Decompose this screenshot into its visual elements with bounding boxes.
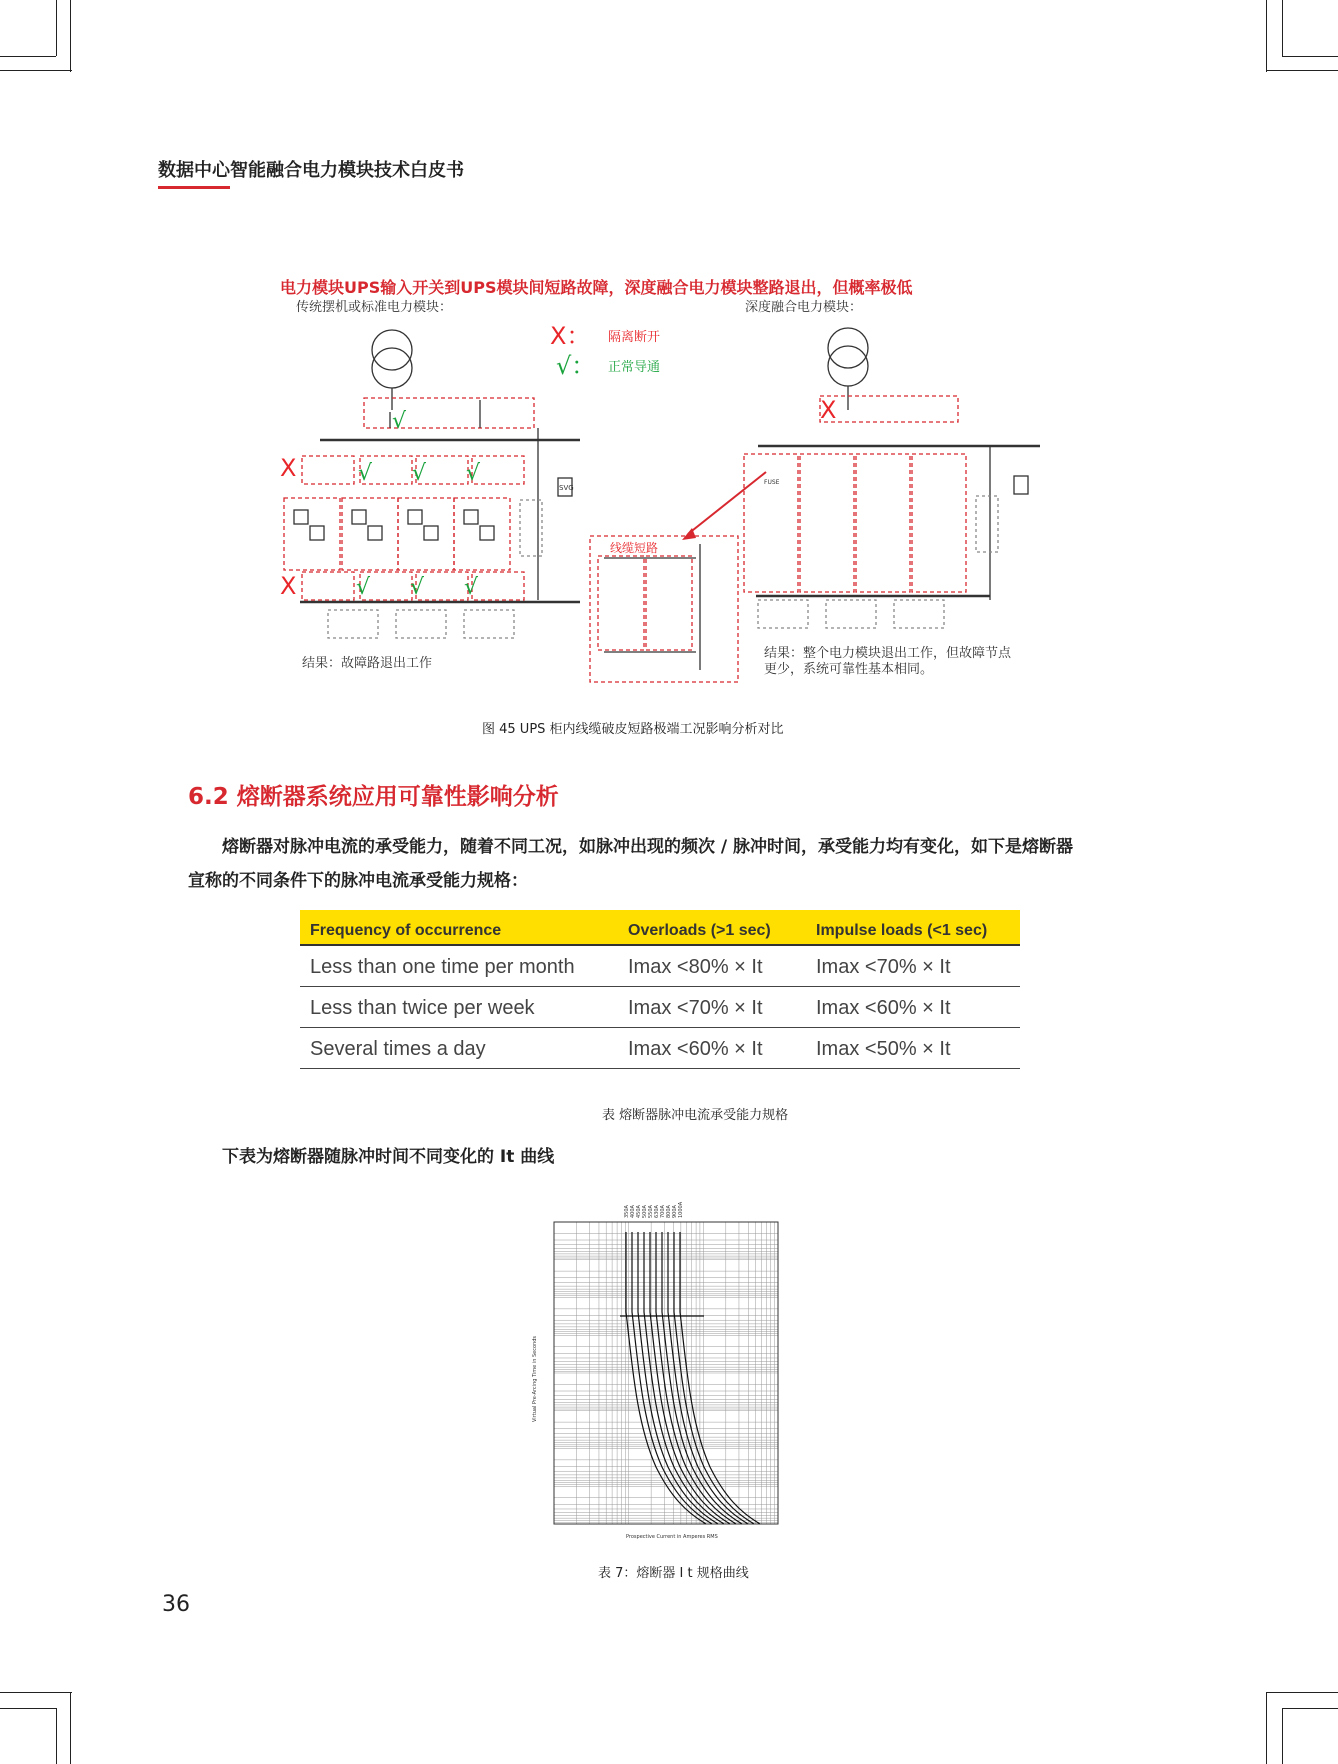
fuse-rating-label: 400A [630, 1205, 636, 1218]
crop-mark [1266, 70, 1338, 71]
running-header: 数据中心智能融合电力模块技术白皮书 [158, 160, 464, 181]
fault-label: 线缆短路 [610, 541, 659, 555]
isolate-x-icon: X [280, 454, 297, 482]
fuse-rating-label: 350A [624, 1205, 630, 1218]
crop-mark [1266, 1692, 1267, 1764]
paragraph-line-2: 宣称的不同条件下的脉冲电流承受能力规格： [188, 871, 528, 891]
fuse-rating-label: 550A [648, 1205, 654, 1218]
conduct-check-icon: √ [412, 461, 427, 486]
fuse-rating-label: 1000A [678, 1201, 684, 1218]
conduct-check-icon: √ [356, 575, 371, 600]
curve-caption: 表 7：熔断器 I t 规格曲线 [598, 1566, 749, 1581]
crop-mark [1266, 0, 1267, 72]
table-cell: Less than one time per month [300, 945, 618, 987]
fuse-rating-label: 900A [672, 1205, 678, 1218]
paragraph-line-1: 熔断器对脉冲电流的承受能力，随着不同工况，如脉冲出现的频次 / 脉冲时间，承受能力均有变化，如下是熔断器 [222, 837, 1074, 857]
table-row [300, 1028, 1020, 1069]
left-result: 结果：故障路退出工作 [302, 656, 433, 671]
figure-title: 电力模块UPS输入开关到UPS模块间短路故障，深度融合电力模块整路退出，但概率极低 [280, 278, 913, 297]
table-cell: Imax <60% × It [806, 987, 1020, 1028]
fuse-rating-label: 630A [654, 1205, 660, 1218]
crop-mark [0, 56, 56, 57]
conduct-check-icon: √ [464, 575, 479, 600]
conduct-check-icon: √ [358, 461, 373, 486]
conduct-check-icon: √ [466, 461, 481, 486]
table-row [300, 945, 1020, 987]
svg-box-label: SVG [559, 484, 574, 492]
ups-branch [398, 456, 468, 600]
right-result-line1: 结果：整个电力模块退出工作，但故障节点 [764, 646, 1012, 661]
right-result-line2: 更少，系统可靠性基本相同。 [764, 662, 934, 677]
crop-mark [70, 0, 71, 72]
table-cell: Imax <70% × It [806, 945, 1020, 987]
fuse-label: FUSE [764, 479, 780, 486]
table-header: Frequency of occurrence [300, 910, 618, 945]
table-cell: Imax <80% × It [618, 945, 806, 987]
crop-mark [70, 1692, 71, 1764]
crop-mark [56, 1708, 57, 1764]
isolate-x-icon: X [820, 396, 837, 424]
crop-mark [1282, 1708, 1283, 1764]
crop-mark [0, 70, 72, 71]
ups-branch [342, 456, 412, 600]
legend-v-symbol: √： [556, 352, 596, 380]
fuse-time-current-curve [528, 1182, 798, 1542]
left-diagram-label: 传统摆机或标准电力模块： [296, 300, 453, 315]
curve-x-axis-label: Prospective Current in Amperes RMS [626, 1534, 718, 1540]
fuse-rating-label: 500A [642, 1205, 648, 1218]
fuse-impulse-table [300, 910, 1020, 1069]
legend-x-symbol: X： [550, 322, 591, 350]
crop-mark [1282, 0, 1283, 56]
transformer-icon [828, 328, 868, 368]
crop-mark [0, 1708, 56, 1709]
table-cell: Imax <60% × It [618, 1028, 806, 1069]
curve-y-axis-label: Virtual Pre-Arcing Time in Seconds [532, 1336, 538, 1422]
table-cell: Less than twice per week [300, 987, 618, 1028]
page-number: 36 [162, 1592, 190, 1617]
table-header: Impulse loads (<1 sec) [806, 910, 1020, 945]
table-caption: 表 熔断器脉冲电流承受能力规格 [602, 1108, 789, 1123]
table-header: Overloads (>1 sec) [618, 910, 806, 945]
curve-intro: 下表为熔断器随脉冲时间不同变化的 It 曲线 [222, 1147, 555, 1167]
crop-mark [1266, 1692, 1338, 1693]
fuse-rating-label: 450A [636, 1205, 642, 1218]
fuse-rating-label: 700A [660, 1205, 666, 1218]
legend-v-text: 正常导通 [608, 360, 661, 375]
conduct-check-icon: √ [410, 575, 425, 600]
fuse-rating-label: 800A [666, 1205, 672, 1218]
figure-caption: 图 45 UPS 柜内线缆破皮短路极端工况影响分析对比 [482, 722, 784, 737]
table-cell: Imax <50% × It [806, 1028, 1020, 1069]
section-heading: 6.2 熔断器系统应用可靠性影响分析 [188, 784, 559, 810]
table-header-row [300, 910, 1020, 945]
transformer-icon [372, 330, 412, 370]
legend-x-text: 隔离断开 [608, 330, 661, 345]
right-diagram-label: 深度融合电力模块： [745, 300, 863, 315]
table-cell: Several times a day [300, 1028, 618, 1069]
table-row [300, 987, 1020, 1028]
short-circuit-diagram [280, 300, 1060, 690]
crop-mark [1282, 56, 1338, 57]
header-rule [158, 186, 230, 189]
crop-mark [0, 1692, 72, 1693]
isolate-x-icon: X [280, 572, 297, 600]
table-cell: Imax <70% × It [618, 987, 806, 1028]
conduct-check-icon: √ [392, 409, 407, 434]
crop-mark [1282, 1708, 1338, 1709]
crop-mark [56, 0, 57, 56]
